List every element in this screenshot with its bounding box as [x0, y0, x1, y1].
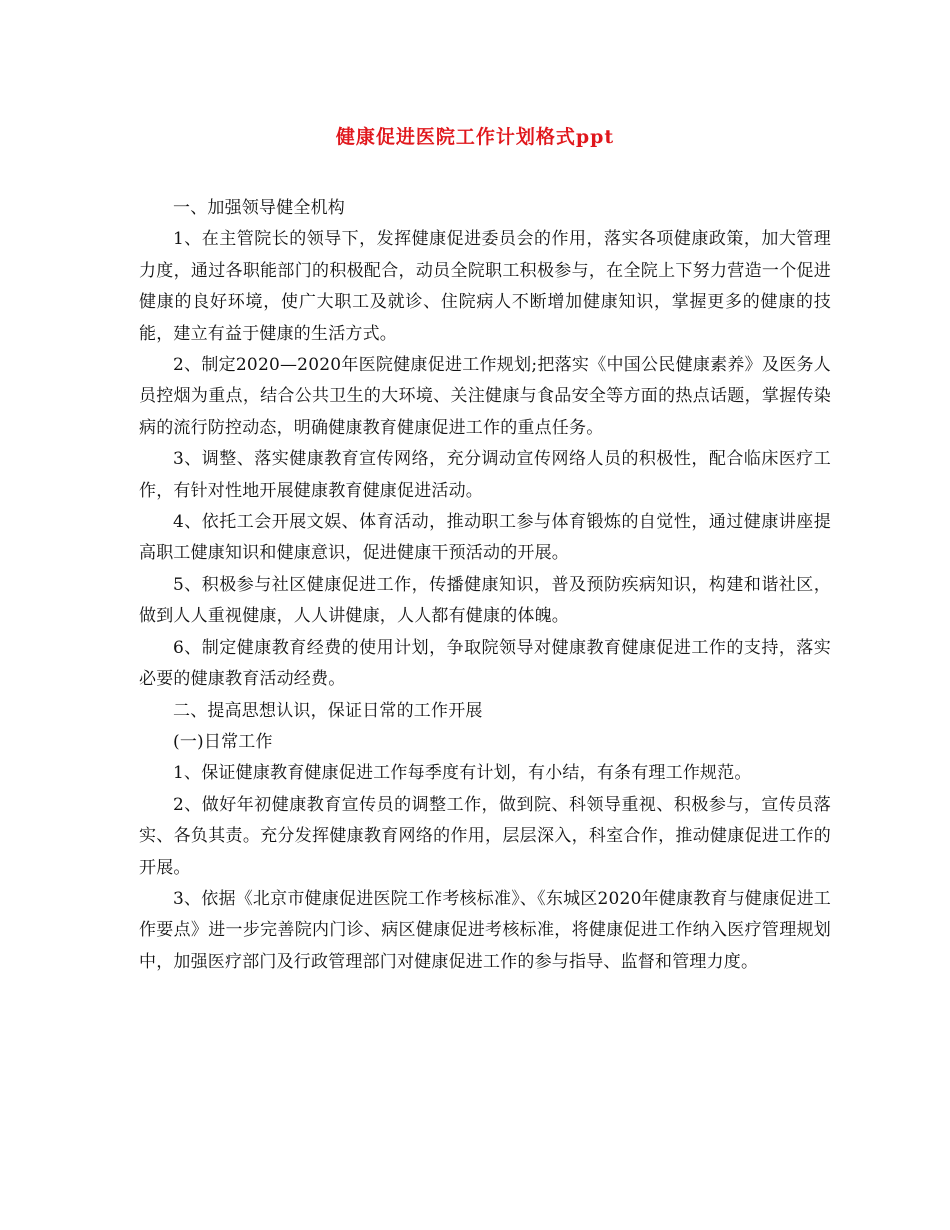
section-heading-1: 一、加强领导健全机构 [173, 198, 345, 218]
paragraph-5: 5、积极参与社区健康促进工作，传播健康知识，普及预防疾病知识，构建和谐社区，做到人人重视健康，人人讲健康，人人都有健康的体魄。 [139, 574, 831, 627]
document-body [139, 193, 831, 978]
paragraph-6: 6、制定健康教育经费的使用计划，争取院领导对健康教育健康促进工作的支持，落实必要的健康教育活动经费。 [139, 637, 831, 690]
paragraph-3: 3、调整、落实健康教育宣传网络，充分调动宣传网络人员的积极性，配合临床医疗工作，有针对性地开展健康教育健康促进活动。 [139, 449, 831, 501]
paragraph-7: 1、保证健康教育健康促进工作每季度有计划，有小结，有条有理工作规范。 [173, 763, 752, 784]
section-heading-2: 二、提高思想认识，保证日常的工作开展 [173, 700, 483, 721]
paragraph-9: 3、依据《北京市健康促进医院工作考核标准》、《东城区2020年健康教育与健康促进工作要点》进一步完善院内门诊、病区健康促进考核标准，将健康促进工作纳入医疗管理规划中，加强医疗部门及行政管理部门对健康促进工作的参与指导、监督和管理力度。 [139, 888, 831, 972]
paragraph-1: 1、在主管院长的领导下，发挥健康促进委员会的作用，落实各项健康政策，加大管理力度，通过各职能部门的积极配合，动员全院职工积极参与，在全院上下努力营造一个促进健康的良好环境，使广大职工及就诊、住院病人不断增加健康知识，掌握更多的健康的技能，建立有益于健康的生活方式。 [139, 229, 831, 344]
paragraph-8: 2、做好年初健康教育宣传员的调整工作，做到院、科领导重视、积极参与，宣传员落实、各负其责。充分发挥健康教育网络的作用，层层深入，科室合作，推动健康促进工作的开展。 [139, 794, 831, 878]
subsection-heading: (一)日常工作 [173, 731, 273, 752]
paragraph-2: 2、制定2020—2020年医院健康促进工作规划;把落实《中国公民健康素养》及医务人员控烟为重点，结合公共卫生的大环境、关注健康与食品安全等方面的热点话题，掌握传染病的流行防控动态，明确健康教育健康促进工作的重点任务。 [139, 355, 831, 438]
document-title: 健康促进医院工作计划格式ppt [335, 126, 615, 148]
paragraph-4: 4、依托工会开展文娱、体育活动，推动职工参与体育锻炼的自觉性，通过健康讲座提高职工健康知识和健康意识，促进健康干预活动的开展。 [139, 512, 831, 564]
